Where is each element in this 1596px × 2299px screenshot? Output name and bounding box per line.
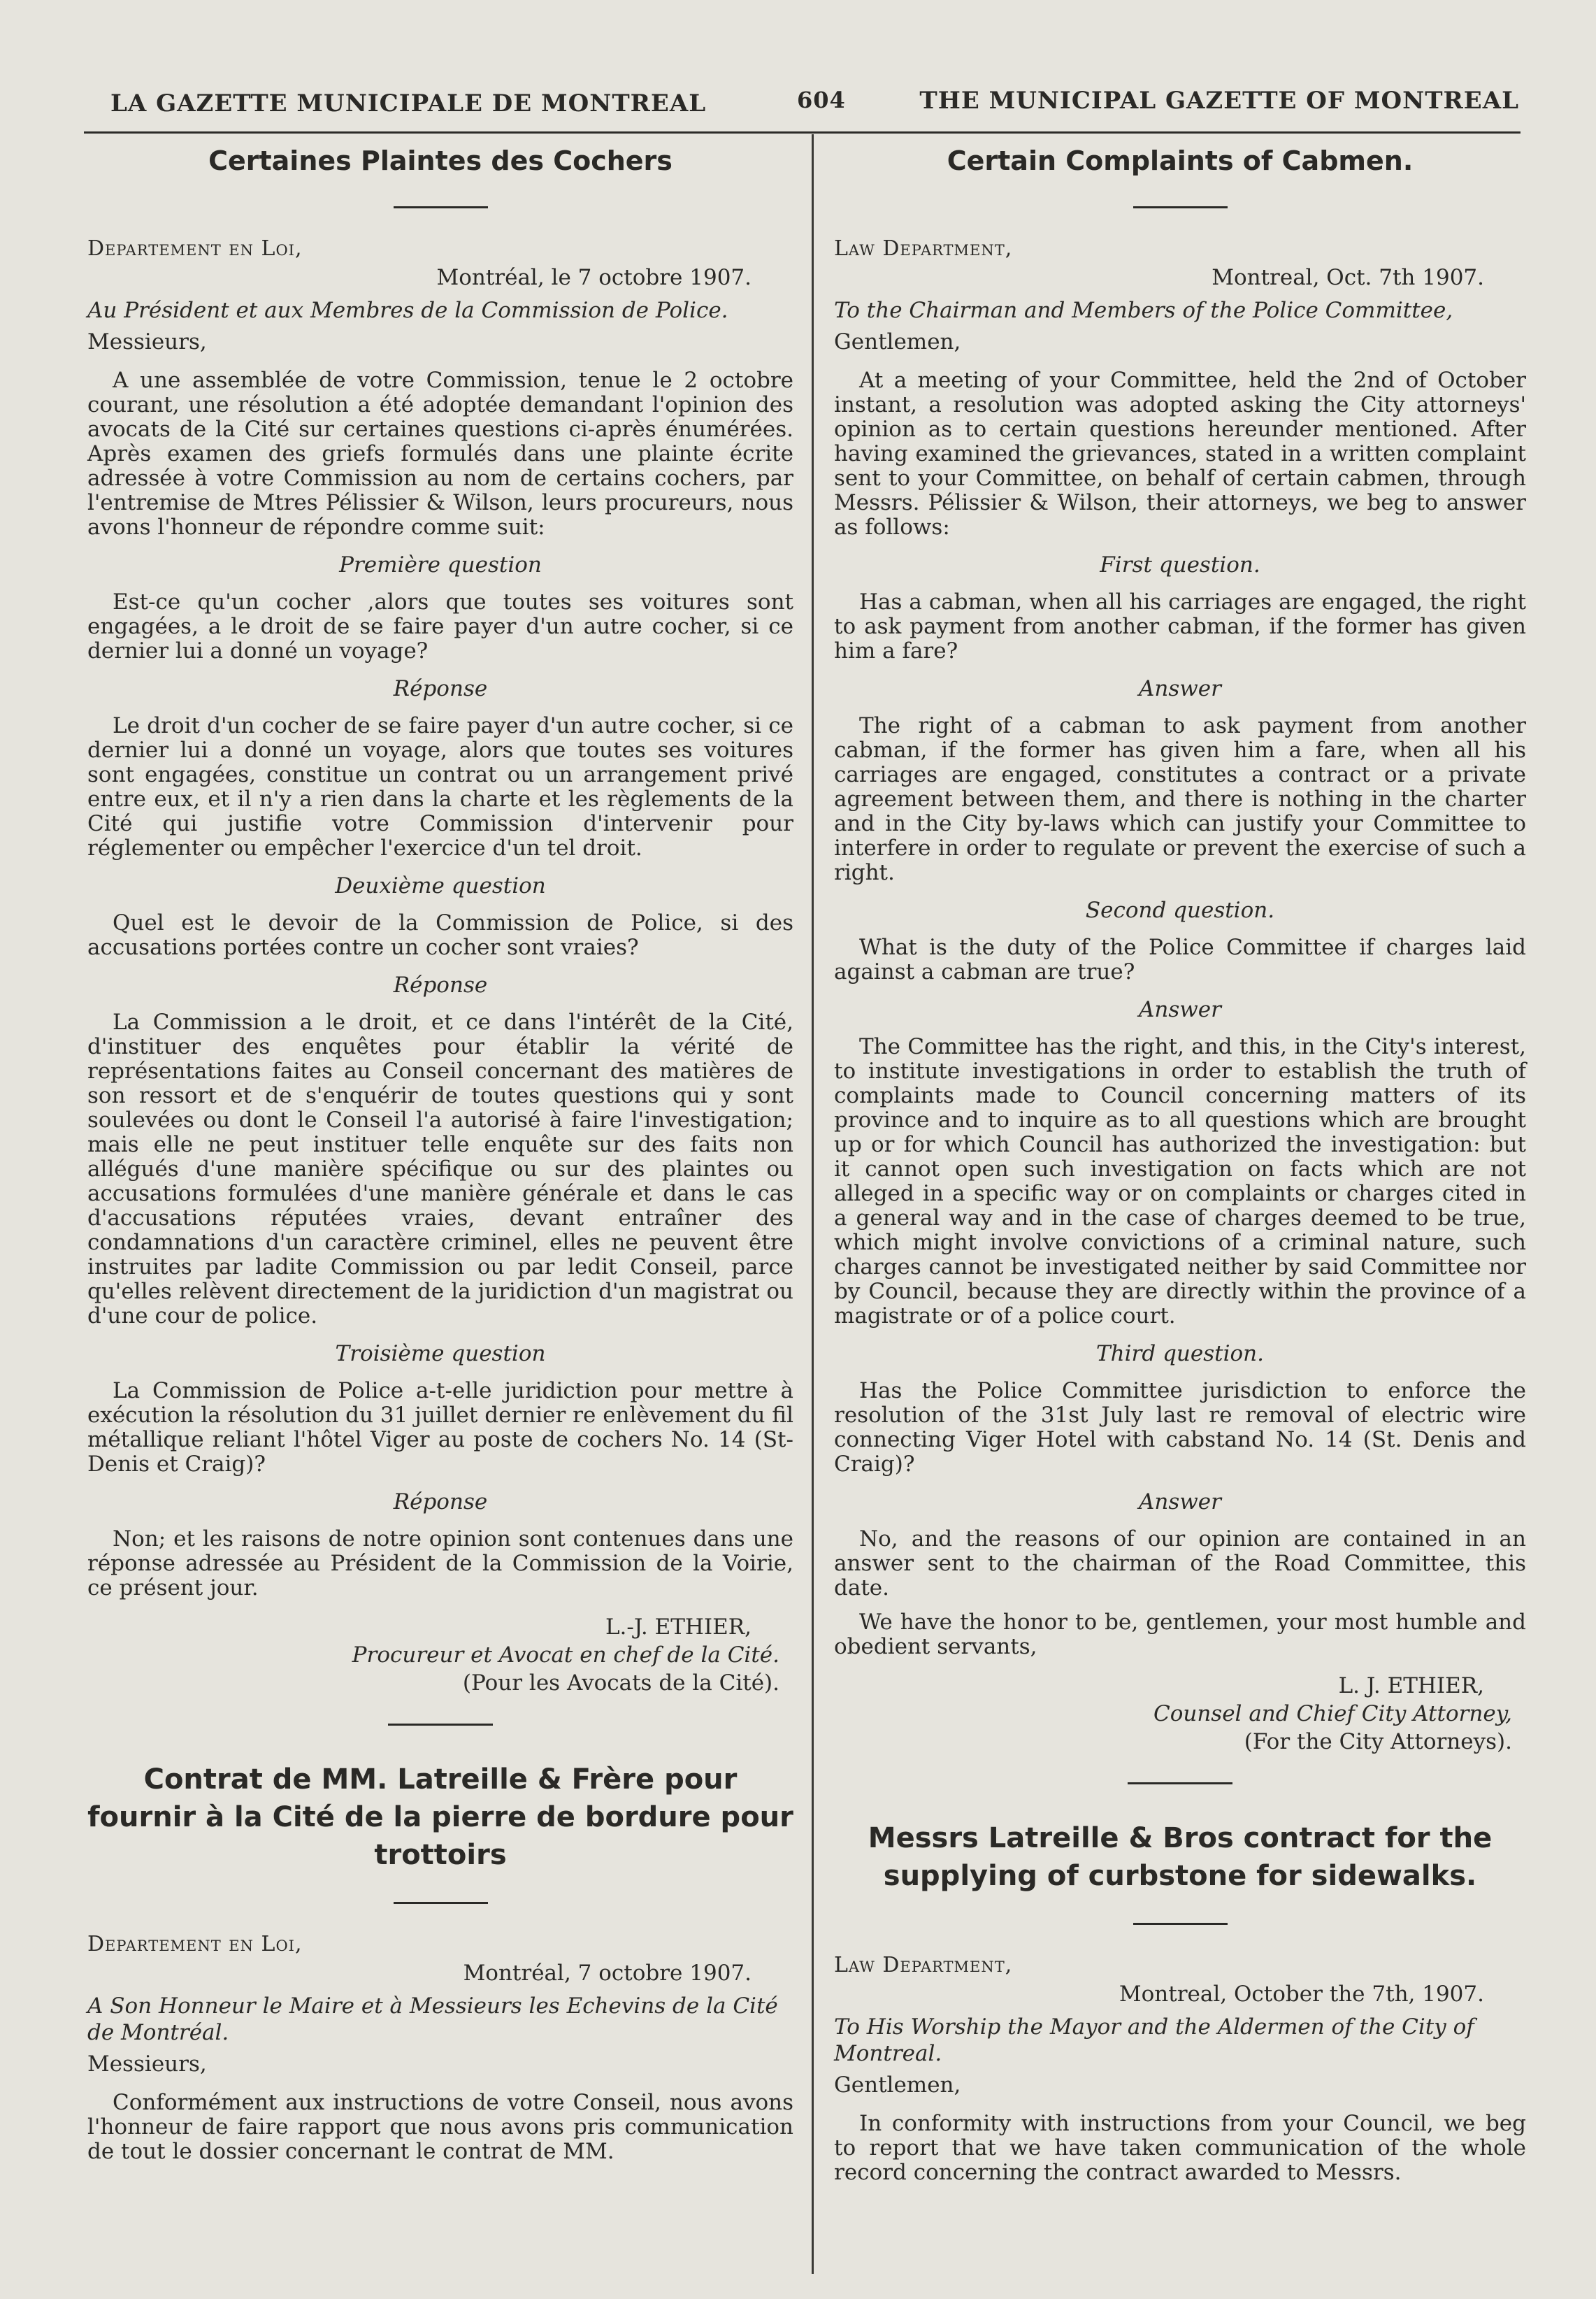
department: Law Department, [834, 1953, 1013, 1977]
department: Departement en Loi, [87, 236, 303, 261]
department: Departement en Loi, [87, 1932, 303, 1956]
department: Law Department, [834, 236, 1013, 261]
answer-heading: Réponse [393, 973, 488, 998]
answer-text: La Commission a le droit, et ce dans l'intérêt de la Cité, d'instituer des enquêtes pour établir la vérité de représentations faites au Conseil concernant des matières de son ressort et de s'enquérir de toutes questions qui y sont soulevées ou dont le Conseil l'a autorisé à faire l'investigation; mais elle ne peut instituer telle enquête sur des faits non allégués d'une manière spécifique ou sur des plaintes ou accusations formulées d'une manière générale et dans le cas d'accusations réputées vraies, devant entraîner des condamnations d'un caractère criminel, elles ne peuvent être instruites par ladite Commission ou par ledit Conseil, parce qu'elles relèvent directement de la juridiction d'un magistrat ou d'une cour de police. [87, 1010, 793, 1328]
article-contract-fr [87, 1761, 793, 2164]
question-heading: Troisième question [335, 1341, 546, 1366]
article-separator [1128, 1782, 1232, 1784]
answer-text: Non; et les raisons de notre opinion sont contenues dans une réponse adressée au Président de la Commission de la Voirie, ce présent jour. [87, 1526, 793, 1600]
closing-paragraph: We have the honor to be, gentlemen, your most humble and obedient servants, [834, 1610, 1526, 1659]
question-heading: Première question [339, 552, 542, 578]
signature-name: L.-J. ETHIER, [605, 1614, 752, 1640]
question-text: Quel est le devoir de la Commission de Police, si des accusations portées contre un cocher sont vraies? [87, 910, 793, 960]
intro-paragraph: At a meeting of your Committee, held the 2nd of October instant, a resolution was adopted asking the City attorneys' opinion as to certain questions hereunder mentioned. After having examined the grievances, stated in a written complaint sent to your Committee, on behalf of certain cabmen, through Messrs. Pélissier & Wilson, their attorneys, we beg to answer as follows: [834, 368, 1526, 540]
signature-subtitle: (Pour les Avocats de la Cité). [462, 1670, 779, 1696]
article-contract-en [834, 1819, 1526, 2185]
answer-text: The Committee has the right, and this, in the City's interest, to institute investigations in order to establish the truth of complaints made to Council concerning matters of its province and to inquire as to all questions which are brought up or for which Council has authorized the investigation: but it cannot open such investigation on facts which are not alleged in a specific way or on complaints or charges cited in a general way and in the case of charges deemed to be true, which might involve convictions of a criminal nature, such charges cannot be investigated neither by said Committee nor by Council, because they are directly within the province of a magistrate or of a police court. [834, 1034, 1526, 1328]
signature-subtitle: (For the City Attorneys). [1244, 1729, 1512, 1754]
question-text: Has the Police Committee jurisdiction to enforce the resolution of the 31st July last re removal of electric wire connecting Viger Hotel with cabstand No. 14 (St. Denis and Craig)? [834, 1378, 1526, 1477]
title-rule [1133, 206, 1228, 208]
article-separator [388, 1724, 493, 1726]
addressee: To the Chairman and Members of the Police Committee, [834, 298, 1453, 323]
english-column [834, 143, 1526, 2195]
salutation: Gentlemen, [834, 2072, 961, 2098]
addressee: To His Worship the Mayor and the Aldermen of the City of Montreal. [834, 2014, 1474, 2066]
answer-heading: Réponse [393, 676, 488, 701]
article-title: Messrs Latreille & Bros contract for the supplying of curbstone for sidewalks. [868, 1822, 1493, 1892]
signature-title: Procureur et Avocat en chef de la Cité. [352, 1642, 779, 1668]
question-text: What is the duty of the Police Committee if charges laid against a cabman are true? [834, 935, 1526, 984]
answer-text: The right of a cabman to ask payment from another cabman, if the former has given him a fare, when all his carriages are engaged, constitutes a contract or a private agreement between them, and there is nothing in the charter and in the City by-laws which can justify your Committee to interfere in order to regulate or prevent the exercise of such a right. [834, 713, 1526, 885]
letter-date: Montreal, Oct. 7th 1907. [1212, 265, 1484, 290]
article-title: Contrat de MM. Latreille & Frère pour fournir à la Cité de la pierre de bordure pour trottoirs [87, 1763, 793, 1871]
title-rule [1133, 1923, 1228, 1925]
title-rule [394, 206, 488, 208]
article-title: Certain Complaints of Cabmen. [947, 145, 1414, 176]
question-heading: Third question. [1096, 1341, 1264, 1366]
question-text: Has a cabman, when all his carriages are engaged, the right to ask payment from another cabman, if the former has given him a fare? [834, 589, 1526, 664]
answer-heading: Answer [1139, 1489, 1221, 1514]
signature-name: L. J. ETHIER, [1338, 1673, 1484, 1698]
header-english-title: THE MUNICIPAL GAZETTE OF MONTREAL [919, 87, 1519, 115]
letter-date: Montréal, 7 octobre 1907. [463, 1961, 752, 1986]
answer-heading: Réponse [393, 1489, 488, 1514]
article-complaints-en [834, 143, 1526, 1754]
article-complaints-fr [87, 143, 793, 1696]
letter-date: Montréal, le 7 octobre 1907. [436, 265, 752, 290]
french-column [87, 143, 793, 2174]
body-paragraph: In conformity with instructions from your Council, we beg to report that we have taken communication of the whole record concerning the contract awarded to Messrs. [834, 2111, 1526, 2185]
salutation: Gentlemen, [834, 329, 961, 354]
page-number: 604 [797, 87, 846, 113]
question-text: Est-ce qu'un cocher ,alors que toutes ses voitures sont engagées, a le droit de se faire payer d'un autre cocher, si ce dernier lui a donné un voyage? [87, 589, 793, 664]
addressee: A Son Honneur le Maire et à Messieurs les Echevins de la Cité de Montréal. [87, 1993, 778, 2045]
answer-text: No, and the reasons of our opinion are contained in an answer sent to the chairman of the Road Committee, this date. [834, 1526, 1526, 1600]
column-divider [812, 134, 814, 2274]
letter-date: Montreal, October the 7th, 1907. [1119, 1982, 1484, 2007]
salutation: Messieurs, [87, 2051, 207, 2077]
article-title: Certaines Plaintes des Cochers [208, 145, 673, 176]
intro-paragraph: A une assemblée de votre Commission, tenue le 2 octobre courant, une résolution a été adoptée demandant l'opinion des avocats de la Cité sur certaines questions ci-après énumérées. Après examen des griefs formulés dans une plainte écrite adressée à votre Commission au nom de certains cochers, par l'entremise de Mtres Pélissier & Wilson, leurs procureurs, nous avons l'honneur de répondre comme suit: [87, 368, 793, 540]
answer-heading: Answer [1139, 997, 1221, 1022]
question-text: La Commission de Police a-t-elle juridiction pour mettre à exécution la résolution du 31 juillet dernier re enlèvement du fil métallique reliant l'hôtel Viger au poste de cochers No. 14 (St-Denis et Craig)? [87, 1378, 793, 1477]
header-french-title: LA GAZETTE MUNICIPALE DE MONTREAL [110, 89, 707, 117]
page-header [84, 83, 1519, 124]
body-paragraph: Conformément aux instructions de votre Conseil, nous avons l'honneur de faire rapport que nous avons pris communication de tout le dossier concernant le contrat de MM. [87, 2090, 793, 2164]
answer-text: Le droit d'un cocher de se faire payer d'un autre cocher, si ce dernier lui a donné un voyage, alors que toutes ses voitures sont engagées, constitue un contrat ou un arrangement privé entre eux, et il n'y a rien dans la charte et les règlements de la Cité qui justifie votre Commission d'intervenir pour réglementer ou empêcher l'exercice d'un tel droit. [87, 713, 793, 861]
question-heading: Deuxième question [335, 873, 546, 898]
answer-heading: Answer [1139, 676, 1221, 701]
title-rule [394, 1902, 488, 1904]
question-heading: Second question. [1085, 898, 1275, 923]
salutation: Messieurs, [87, 329, 207, 354]
signature-title: Counsel and Chief City Attorney, [1153, 1701, 1512, 1726]
header-rule [84, 131, 1520, 134]
question-heading: First question. [1100, 552, 1260, 578]
addressee: Au Président et aux Membres de la Commission de Police. [87, 298, 728, 323]
